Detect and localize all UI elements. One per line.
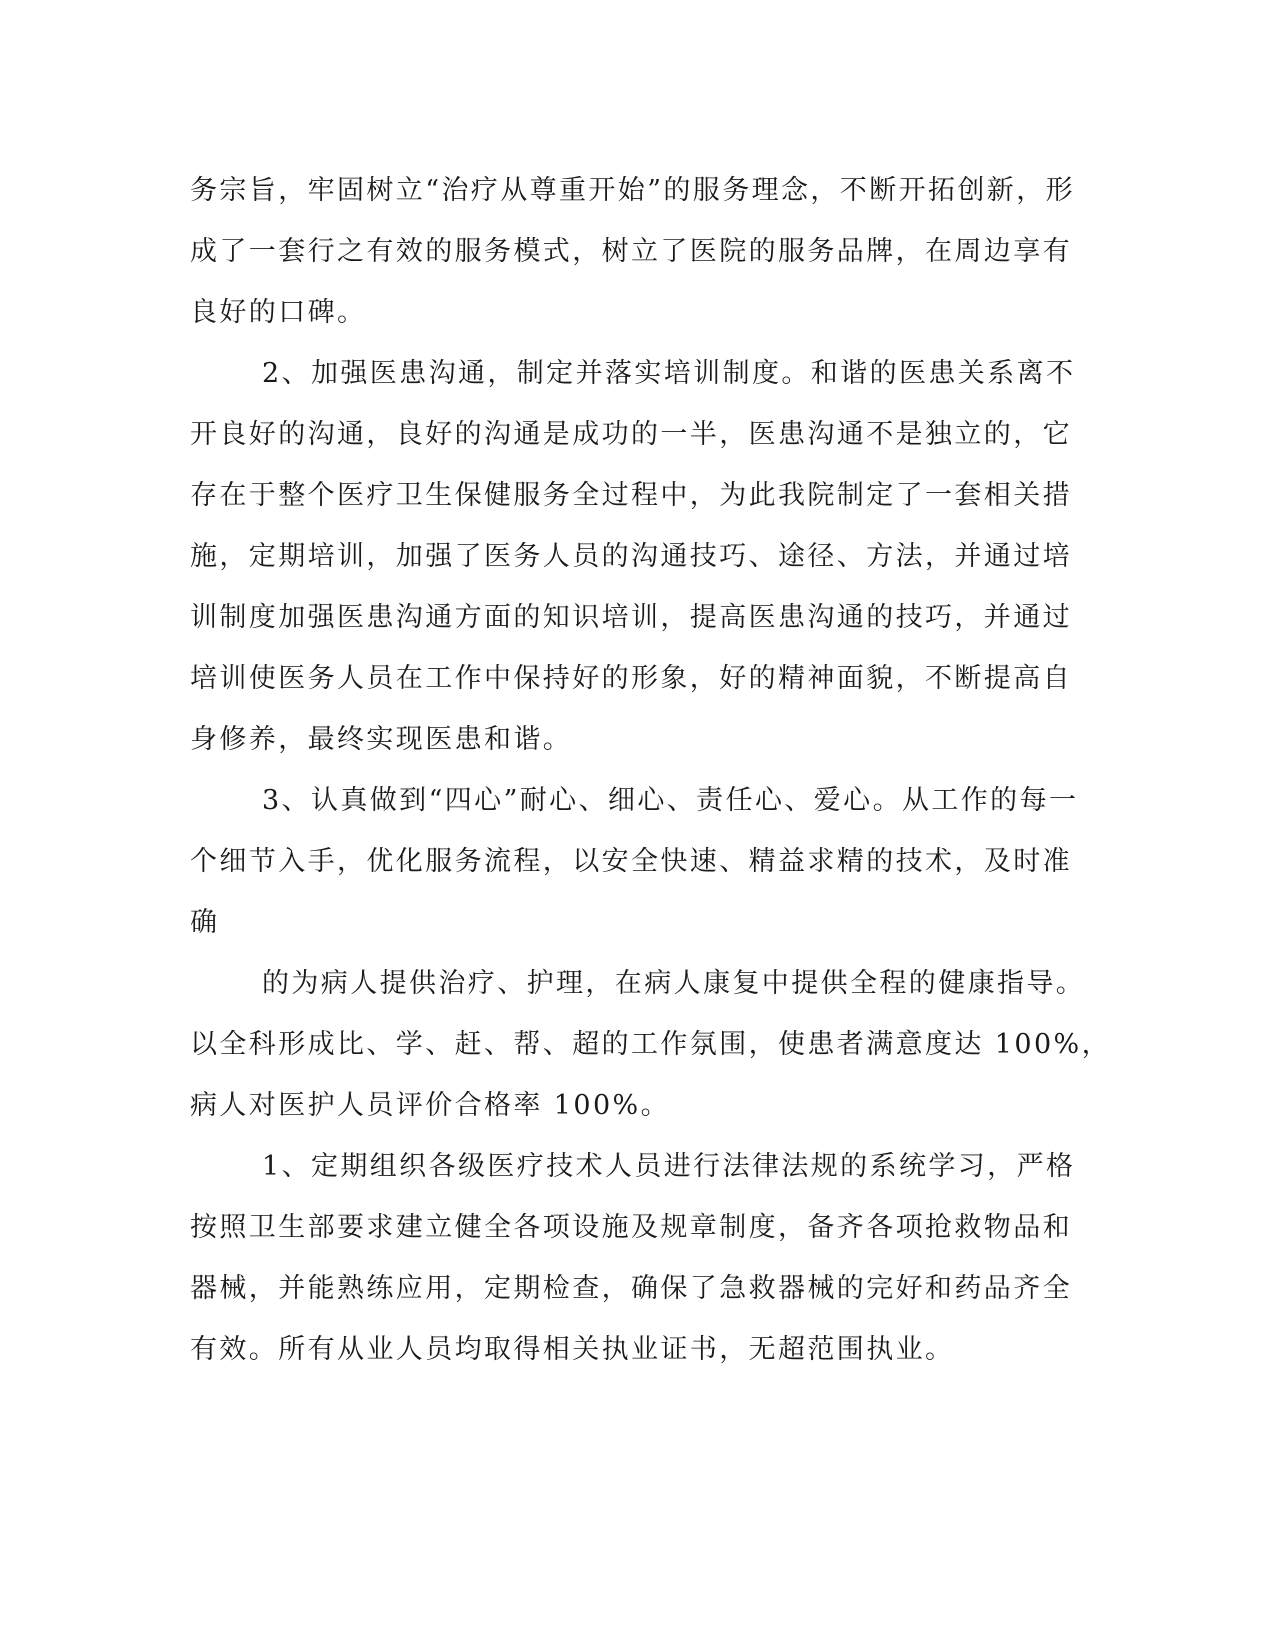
text-line: 以全科形成比、学、赶、帮、超的工作氛围，使患者满意度达 100%， — [190, 1029, 1111, 1060]
paragraph-start-line: 2、加强医患沟通，制定并落实培训制度。和谐的医患关系离不 — [262, 358, 1076, 389]
text-line: 施，定期培训，加强了医务人员的沟通技巧、途径、方法，并通过培 — [190, 541, 1072, 572]
text-line: 成了一套行之有效的服务模式，树立了医院的服务品牌，在周边享有 — [190, 236, 1072, 267]
text-line: 良好的口碑。 — [190, 297, 367, 328]
text-line: 身修养，最终实现医患和谐。 — [190, 724, 573, 755]
text-line: 按照卫生部要求建立健全各项设施及规章制度，备齐各项抢救物品和 — [190, 1212, 1072, 1243]
paragraph-start-line: 1、定期组织各级医疗技术人员进行法律法规的系统学习，严格 — [262, 1151, 1076, 1182]
document-body — [190, 160, 1111, 1380]
text-line: 务宗旨，牢固树立“治疗从尊重开始”的服务理念，不断开拓创新，形 — [190, 175, 1076, 206]
paragraph-start-line: 的为病人提供治疗、护理，在病人康复中提供全程的健康指导。 — [262, 968, 1086, 999]
text-line: 培训使医务人员在工作中保持好的形象，好的精神面貌，不断提高自 — [190, 663, 1072, 694]
text-line: 有效。所有从业人员均取得相关执业证书，无超范围执业。 — [190, 1334, 955, 1365]
text-line: 开良好的沟通，良好的沟通是成功的一半，医患沟通不是独立的，它 — [190, 419, 1072, 450]
text-line: 存在于整个医疗卫生保健服务全过程中，为此我院制定了一套相关措 — [190, 480, 1072, 511]
text-line: 个细节入手，优化服务流程，以安全快速、精益求精的技术，及时准 — [190, 846, 1072, 877]
text-line: 确 — [190, 907, 220, 938]
text-line: 器械，并能熟练应用，定期检查，确保了急救器械的完好和药品齐全 — [190, 1273, 1072, 1304]
text-line: 病人对医护人员评价合格率 100%。 — [190, 1090, 670, 1121]
paragraph-start-line: 3、认真做到“四心”耐心、细心、责任心、爱心。从工作的每一 — [262, 785, 1079, 816]
text-line: 训制度加强医患沟通方面的知识培训，提高医患沟通的技巧，并通过 — [190, 602, 1072, 633]
